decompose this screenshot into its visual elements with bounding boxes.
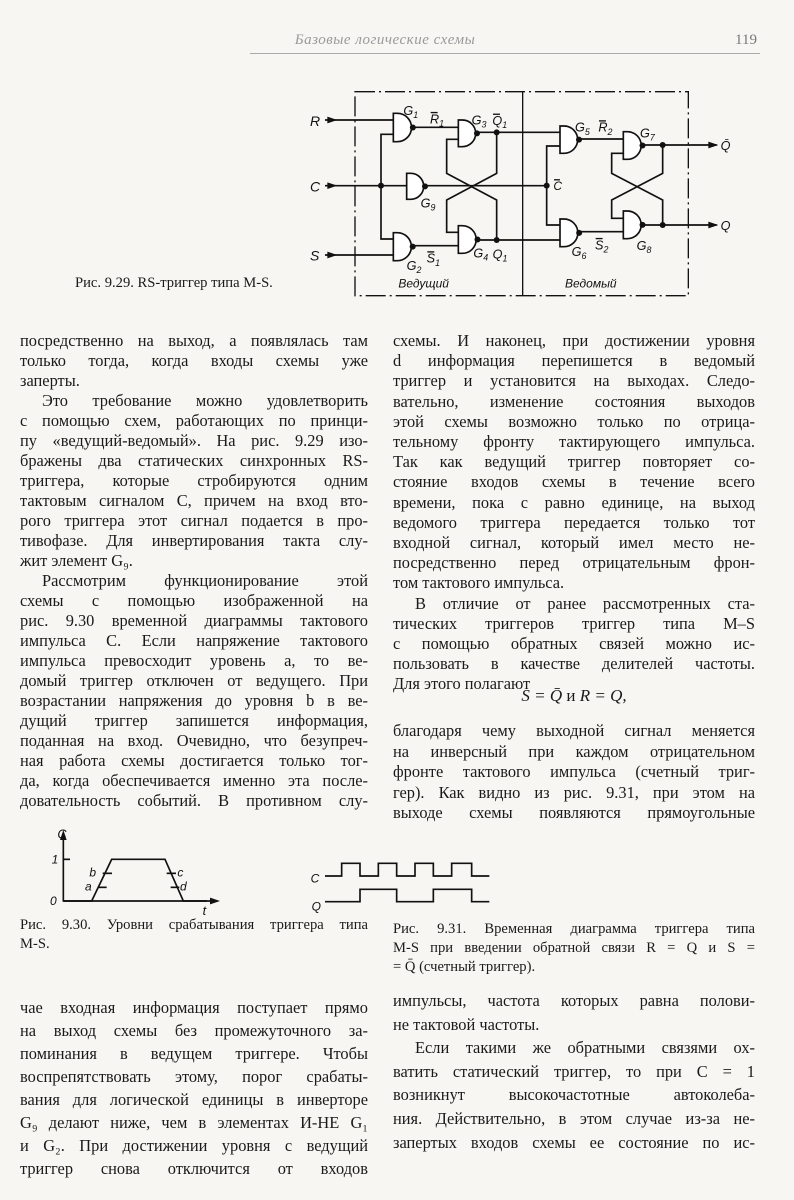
text-line: тельному фронту тактирующего импульса. xyxy=(393,432,755,452)
text-line: схемы с помощью изображенной на xyxy=(20,591,368,610)
text-line: стояние входов схемы в течение всего xyxy=(393,472,755,492)
gate-label: $G_7$ xyxy=(640,126,655,143)
signal-label-c-bar: C xyxy=(553,179,563,193)
arrow-icon xyxy=(708,142,718,149)
junction-dot xyxy=(660,222,666,228)
caption-line: M-S при введении обратной связи R = Q и S = xyxy=(393,940,755,956)
q-waveform xyxy=(325,889,489,901)
text-column-left-bottom xyxy=(20,996,368,1180)
formula-conj: и xyxy=(566,686,576,705)
section-label-slave: Ведомый xyxy=(565,276,617,291)
junction-dot xyxy=(660,142,666,148)
gate-label: $G_9$ xyxy=(420,196,436,213)
text-line: не тактовой частоты. xyxy=(393,1014,540,1034)
level-label-1: 1 xyxy=(51,852,59,867)
text-line: заперты. xyxy=(20,371,80,390)
text-line: чае входная информация поступает прямо xyxy=(20,998,368,1017)
text-column-right-top xyxy=(393,331,755,695)
input-label-r: R xyxy=(310,113,321,129)
junction-dot xyxy=(378,183,384,189)
output-label-qbar: Q̄ xyxy=(720,139,731,153)
text-line: тактовым сигналом C, причем на вход вто- xyxy=(20,491,368,510)
text-column-left-top xyxy=(20,331,368,811)
text-line: домый триггер отключен от ведущего. При xyxy=(20,671,368,690)
text-line: Рассмотрим функционирование этой xyxy=(42,571,368,590)
gate-label: $G_4$ xyxy=(473,246,489,263)
arrow-icon xyxy=(327,117,337,124)
text-line: входной сигнал, который имел место не- xyxy=(393,533,755,553)
text-line: Так как ведущий триггер повторяет со- xyxy=(393,452,755,472)
text-line: триггер и установится на выходах. Следо- xyxy=(393,371,755,391)
text-line: бражены два статических синхронных RS- xyxy=(20,451,368,470)
threshold-label-b: b xyxy=(89,865,97,880)
waveform-label-c: C xyxy=(310,871,320,886)
text-line: рис. 9.30 временной диаграммы тактового xyxy=(20,611,368,630)
input-label-s: S xyxy=(310,247,320,264)
text-line: с помощью схем, работающих по принци- xyxy=(20,411,368,430)
formula xyxy=(393,686,755,706)
text-line: ведомого триггера передается только тот xyxy=(393,512,755,532)
text-column-right-mid xyxy=(393,721,755,824)
figure-9-29-rs-trigger-diagram xyxy=(250,20,794,310)
text-line: импульса превосходит уровень a, то ве- xyxy=(20,651,368,670)
junction-dot xyxy=(422,183,428,189)
threshold-label-a: a xyxy=(85,879,92,894)
arrow-icon xyxy=(327,252,337,259)
junction-dot xyxy=(410,125,416,131)
figure-9-29-caption: Рис. 9.29. RS-триггер типа M-S. xyxy=(75,275,273,291)
gate-label: $G_1$ xyxy=(403,104,419,121)
signal-label-s1-bar: $S_1$ xyxy=(426,251,441,268)
text-line: довательность событий. В противном слу- xyxy=(20,791,368,810)
nand-gate xyxy=(623,132,641,160)
signal-label-s2-bar: $S_2$ xyxy=(595,238,609,255)
text-line: дущий триггер запишется информация, xyxy=(20,711,368,730)
text-line: рого триггера этот сигнал подается в про- xyxy=(20,511,368,530)
text-line: да, когда обеспечивается именно эта после- xyxy=(20,771,368,790)
nand-gate xyxy=(393,233,411,261)
text-line: триггера, которые стробируются одним xyxy=(20,471,368,490)
junction-dot xyxy=(494,237,500,243)
text-line: жит элемент G₉. xyxy=(20,551,133,570)
wire xyxy=(447,132,497,232)
junction-dot xyxy=(474,130,480,136)
text-line: ная работа схемы достигается только тог- xyxy=(20,751,368,770)
section-label-master: Ведущий xyxy=(398,276,449,291)
text-line: гер). Как видно из рис. 9.31, при этом на xyxy=(393,782,755,802)
text-line: и G₂. При достижении уровня c ведущий xyxy=(20,1136,368,1155)
level-label-0: 0 xyxy=(50,894,57,908)
junction-dot xyxy=(410,244,416,250)
text-line: d информация перепишется в ведомый xyxy=(393,351,755,371)
text-line: вания для логической единицы в инверторе xyxy=(20,1090,368,1109)
waveform-label-q: Q xyxy=(311,899,322,914)
text-line: только тогда, когда входы схемы уже xyxy=(20,351,368,370)
text-line: посредственно на выход, а появлялась там xyxy=(20,331,368,350)
text-line: времени, пока c равно единице, на выход xyxy=(393,492,755,512)
text-line: воспрепятствовать этому, порог срабаты- xyxy=(20,1067,368,1086)
text-line: запертых входов схемы ее состояние по ис- xyxy=(393,1132,755,1152)
output-label-q: Q xyxy=(720,219,731,233)
formula-right: R = Q, xyxy=(579,686,627,705)
clock-waveform xyxy=(325,863,489,876)
text-line: Это требование можно удовлетворить xyxy=(42,391,368,410)
nand-gate xyxy=(407,173,424,199)
junction-dot xyxy=(640,143,646,149)
junction-dot xyxy=(576,137,582,143)
text-line: благодаря чему выходной сигнал меняется xyxy=(393,721,755,740)
text-line: на выход схемы без промежуточного за- xyxy=(20,1021,368,1040)
text-line: посредственно перед отрицательным фрон- xyxy=(393,553,755,573)
signal-label-q1: $Q_1$ xyxy=(492,247,508,264)
page-number: 119 xyxy=(735,32,757,48)
gate-label: $G_5$ xyxy=(575,120,590,137)
arrow-icon xyxy=(708,222,718,229)
text-line: на инверсный при каждом отрицательном xyxy=(393,741,755,761)
text-line: с помощью обратных связей можно ис- xyxy=(393,634,755,654)
text-line: импульсы, частота которых равна полови- xyxy=(393,991,755,1010)
text-line: тивофазе. Для инвертирования такта слу- xyxy=(20,531,368,550)
text-line: поданная на вход. Очевидно, что безупреч- xyxy=(20,731,368,750)
gate-label: $G_8$ xyxy=(636,239,652,256)
text-line: ния. Действительно, в этом случае из-за не- xyxy=(393,1108,755,1128)
text-column-right-bottom xyxy=(393,989,755,1154)
nand-gate xyxy=(560,219,578,247)
figure-9-31-caption xyxy=(393,920,755,977)
threshold-label-d: d xyxy=(180,879,187,894)
caption-line: M-S. xyxy=(20,936,50,952)
formula-left: S = Q̄ xyxy=(521,686,563,705)
caption-line: Рис. 9.31. Временная диаграмма триггера типа xyxy=(393,921,755,937)
arrow-icon xyxy=(327,182,337,189)
caption-line: = Q̄ (счетный триггер). xyxy=(393,959,536,975)
text-line: Если такими же обратными связями ох- xyxy=(415,1038,755,1058)
figure-9-30-caption xyxy=(20,916,368,954)
text-line: вательно, изменение состояния выходов xyxy=(393,391,755,411)
gate-label: $G_2$ xyxy=(406,259,422,276)
text-line: импульса C. Если напряжение тактового xyxy=(20,631,368,650)
text-line: фронте тактового импульса (счетный триг- xyxy=(393,762,755,781)
caption-line: Рис. 9.30. Уровни срабатывания триггера типа xyxy=(20,917,368,933)
text-line: схемы. И наконец, при достижении уровня xyxy=(393,331,755,350)
text-line: том тактового импульса. xyxy=(393,573,565,593)
y-axis-label: C xyxy=(57,827,67,842)
text-line: этой схемы возможно только по отрица- xyxy=(393,411,755,431)
x-axis-arrow-icon xyxy=(210,898,220,905)
input-label-c: C xyxy=(310,178,321,195)
wire xyxy=(447,139,497,240)
threshold-label-c: c xyxy=(177,865,184,880)
signal-label-q1-bar: $Q_1$ xyxy=(492,114,508,131)
junction-dot xyxy=(475,237,481,243)
text-line: тических триггеров триггер типа M–S xyxy=(393,613,755,633)
junction-dot xyxy=(494,129,500,135)
junction-dot xyxy=(544,183,550,189)
text-line: Для этого полагают xyxy=(393,674,531,694)
text-line: В отличие от ранее рассмотренных ста- xyxy=(415,593,755,613)
junction-dot xyxy=(640,222,646,228)
gate-label: $G_3$ xyxy=(471,113,487,130)
text-line: триггер снова отключится от входов xyxy=(20,1159,368,1178)
nand-gate xyxy=(623,211,641,239)
text-line: ватить статический триггер, то при C = 1 xyxy=(393,1061,755,1081)
x-axis-label: t xyxy=(202,904,207,918)
junction-dot xyxy=(576,230,582,236)
text-line: возрастании напряжения до уровня b в ве- xyxy=(20,691,368,710)
signal-label-r1-bar: $R_1$ xyxy=(430,112,445,129)
text-line: выходе схемы появляются прямоугольные xyxy=(393,803,755,822)
text-line: пу «ведущий-ведомый». На рис. 9.29 изо- xyxy=(20,431,368,450)
text-line: возникнут высокочастотные автоколеба- xyxy=(393,1085,755,1105)
signal-label-r2-bar: $R_2$ xyxy=(598,120,613,137)
text-line: поминания в ведущем триггере. Чтобы xyxy=(20,1044,368,1063)
text-line: пользовать в качестве делителей частоты. xyxy=(393,654,755,674)
gate-label: $G_6$ xyxy=(571,245,587,262)
text-line: G₉ делают ниже, чем в элементах И-НЕ G₁ xyxy=(20,1113,368,1132)
running-title: Базовые логические схемы xyxy=(294,32,476,48)
